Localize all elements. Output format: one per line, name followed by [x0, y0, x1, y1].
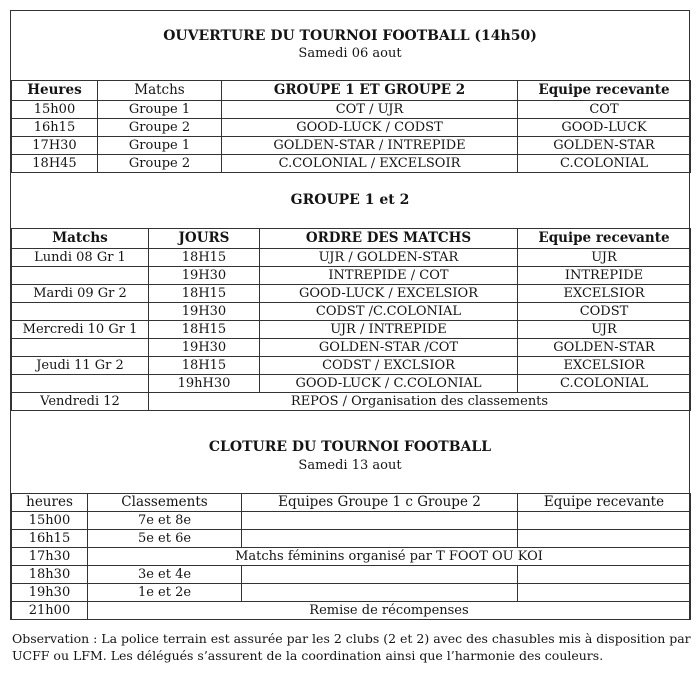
table-row [12, 137, 691, 155]
cell-event: Matchs féminins organisé par T FOOT OU KOI [88, 548, 691, 566]
cell-time: 18H15 [149, 249, 260, 267]
table-row [12, 155, 691, 173]
cell-teams [242, 530, 518, 548]
cell-ranking: 3e et 4e [88, 566, 242, 584]
cell-home-team: CODST [518, 303, 691, 321]
cell-time: 19H30 [149, 339, 260, 357]
cell-home-team: UJR [518, 249, 691, 267]
cell-day [12, 303, 149, 321]
opening-header-groups: GROUPE 1 ET GROUPE 2 [222, 81, 518, 101]
cell-time: 19H30 [149, 303, 260, 321]
table-row [12, 119, 691, 137]
cell-ranking: 7e et 8e [88, 512, 242, 530]
groups-header-days: JOURS [149, 229, 260, 249]
groups-header-row [12, 229, 691, 249]
cell-ranking: 1e et 2e [88, 584, 242, 602]
cell-home-team [518, 530, 691, 548]
opening-title: OUVERTURE DU TOURNOI FOOTBALL (14h50) [163, 28, 537, 44]
cell-home-team: C.COLONIAL [518, 155, 691, 173]
cell-home-team: INTREPIDE [518, 267, 691, 285]
groups-header-order: ORDRE DES MATCHS [260, 229, 518, 249]
groups-title: GROUPE 1 et 2 [290, 192, 410, 208]
cell-time: 18H15 [149, 357, 260, 375]
cell-ranking: 5e et 6e [88, 530, 242, 548]
cell-match: GOLDEN-STAR /COT [260, 339, 518, 357]
cell-time: 18H15 [149, 285, 260, 303]
cell-teams [242, 584, 518, 602]
closing-table [11, 493, 691, 620]
table-row [12, 512, 691, 530]
cell-group: Groupe 2 [98, 155, 222, 173]
table-row [12, 339, 691, 357]
cell-home-team: GOLDEN-STAR [518, 137, 691, 155]
cell-home-team [518, 512, 691, 530]
cell-day [12, 339, 149, 357]
closing-date: Samedi 13 aout [298, 458, 402, 473]
cell-hour: 17h30 [12, 548, 88, 566]
rest-day: Vendredi 12 [12, 393, 149, 411]
table-row [12, 530, 691, 548]
rest-text: REPOS / Organisation des classements [149, 393, 691, 411]
cell-match: INTREPIDE / COT [260, 267, 518, 285]
table-row [12, 249, 691, 267]
cell-hour: 21h00 [12, 602, 88, 620]
cell-hour: 15h00 [12, 101, 98, 119]
closing-title: CLOTURE DU TOURNOI FOOTBALL [208, 439, 492, 455]
cell-match: GOLDEN-STAR / INTREPIDE [222, 137, 518, 155]
cell-match: GOOD-LUCK / CODST [222, 119, 518, 137]
cell-hour: 15h00 [12, 512, 88, 530]
cell-group: Groupe 1 [98, 101, 222, 119]
cell-hour: 17H30 [12, 137, 98, 155]
table-row [12, 267, 691, 285]
cell-home-team [518, 566, 691, 584]
cell-time: 19H30 [149, 267, 260, 285]
cell-teams [242, 566, 518, 584]
table-row [12, 303, 691, 321]
cell-home-team: EXCELSIOR [518, 285, 691, 303]
rest-row [12, 393, 691, 411]
cell-home-team: EXCELSIOR [518, 357, 691, 375]
table-row [12, 357, 691, 375]
closing-header-home-team: Equipe recevante [518, 494, 691, 512]
opening-header-hours: Heures [12, 81, 98, 101]
cell-day: Lundi 08 Gr 1 [12, 249, 149, 267]
cell-match: GOOD-LUCK / C.COLONIAL [260, 375, 518, 393]
cell-match: GOOD-LUCK / EXCELSIOR [260, 285, 518, 303]
table-row [12, 285, 691, 303]
groups-header-matches: Matchs [12, 229, 149, 249]
cell-hour: 19h30 [12, 584, 88, 602]
cell-match: CODST /C.COLONIAL [260, 303, 518, 321]
cell-home-team: C.COLONIAL [518, 375, 691, 393]
table-row [12, 101, 691, 119]
cell-match: COT / UJR [222, 101, 518, 119]
closing-header-rankings: Classements [88, 494, 242, 512]
cell-day: Jeudi 11 Gr 2 [12, 357, 149, 375]
cell-home-team: GOLDEN-STAR [518, 339, 691, 357]
cell-hour: 16h15 [12, 530, 88, 548]
groups-header-home-team: Equipe recevante [518, 229, 691, 249]
table-row [12, 584, 691, 602]
cell-day [12, 375, 149, 393]
closing-header-hours: heures [12, 494, 88, 512]
cell-match: UJR / GOLDEN-STAR [260, 249, 518, 267]
cell-match: CODST / EXCLSIOR [260, 357, 518, 375]
cell-match: C.COLONIAL / EXCELSOIR [222, 155, 518, 173]
cell-group: Groupe 2 [98, 119, 222, 137]
table-row [12, 548, 691, 566]
cell-day: Mardi 09 Gr 2 [12, 285, 149, 303]
observation-note: Observation : La police terrain est assurée par les 2 clubs (2 et 2) avec des chasubles mis à disposition par UCFF ou LFM. Les délégués s’assurent de la coordination ainsi que l’harmonie des couleurs. [12, 631, 691, 663]
cell-home-team: COT [518, 101, 691, 119]
groups-table [11, 228, 691, 411]
cell-day [12, 267, 149, 285]
table-row [12, 602, 691, 620]
cell-home-team: GOOD-LUCK [518, 119, 691, 137]
cell-day: Mercredi 10 Gr 1 [12, 321, 149, 339]
table-row [12, 566, 691, 584]
cell-home-team [518, 584, 691, 602]
cell-match: UJR / INTREPIDE [260, 321, 518, 339]
opening-table [11, 80, 691, 173]
cell-time: 18H15 [149, 321, 260, 339]
table-row [12, 321, 691, 339]
closing-header-row [12, 494, 691, 512]
cell-hour: 18H45 [12, 155, 98, 173]
schedule-sheet [10, 10, 690, 620]
closing-header-teams: Equipes Groupe 1 c Groupe 2 [242, 494, 518, 512]
cell-group: Groupe 1 [98, 137, 222, 155]
cell-hour: 18h30 [12, 566, 88, 584]
opening-header-row [12, 81, 691, 101]
cell-event: Remise de récompenses [88, 602, 691, 620]
table-row [12, 375, 691, 393]
opening-header-matches: Matchs [98, 81, 222, 101]
opening-date: Samedi 06 aout [298, 46, 402, 61]
cell-hour: 16h15 [12, 119, 98, 137]
opening-header-home-team: Equipe recevante [518, 81, 691, 101]
cell-teams [242, 512, 518, 530]
cell-home-team: UJR [518, 321, 691, 339]
cell-time: 19hH30 [149, 375, 260, 393]
